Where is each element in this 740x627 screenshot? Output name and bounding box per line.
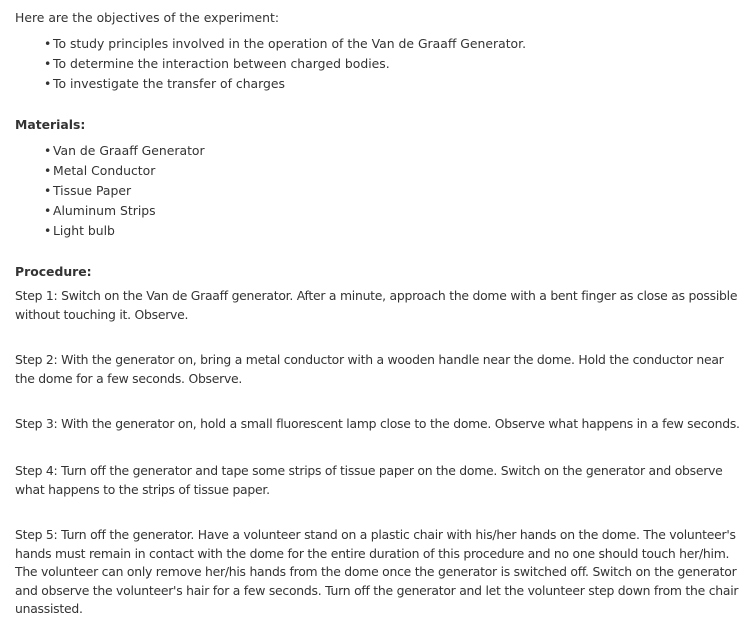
material-item: • Light bulb — [44, 221, 205, 241]
procedure-step-5: Step 5: Turn off the generator. Have a volunteer stand on a plastic chair with his/her hands on the dome. The volunteer's hands must remain in contact with the dome for the entire duration of this procedure and no one should touch her/him. The volunteer can only remove her/his hands from the dome once the generator is switched off. Switch on the generator and observe the volunteer's hair for a few seconds. Turn off the generator and let the volunteer step down from the chair unassisted. — [15, 527, 739, 616]
material-item: • Tissue Paper — [44, 181, 205, 201]
material-item: • Aluminum Strips — [44, 201, 205, 221]
procedure-heading: Procedure: — [15, 264, 92, 279]
materials-list — [44, 141, 205, 241]
material-item: • Van de Graaff Generator — [44, 141, 205, 161]
objective-item: • To study principles involved in the operation of the Van de Graaff Generator. — [44, 34, 526, 54]
procedure-step-2: Step 2: With the generator on, bring a metal conductor with a wooden handle near the dome. Hold the conductor near the dome for a few seconds. Observe. — [15, 352, 724, 386]
procedure-step-1: Step 1: Switch on the Van de Graaff generator. After a minute, approach the dome with a bent finger as close as possible without touching it. Observe. — [15, 288, 738, 322]
material-item: • Metal Conductor — [44, 161, 205, 181]
objectives-list — [44, 34, 526, 94]
objectives-intro: Here are the objectives of the experiment: — [15, 10, 280, 25]
procedure-step-3: Step 3: With the generator on, hold a small fluorescent lamp close to the dome. Observe what happens in a few seconds. — [15, 416, 740, 431]
objective-item: • To investigate the transfer of charges — [44, 74, 526, 94]
objective-item: • To determine the interaction between charged bodies. — [44, 54, 526, 74]
materials-heading: Materials: — [15, 117, 86, 132]
procedure-step-4: Step 4: Turn off the generator and tape some strips of tissue paper on the dome. Switch on the generator and observe what happens to the strips of tissue paper. — [15, 463, 723, 497]
